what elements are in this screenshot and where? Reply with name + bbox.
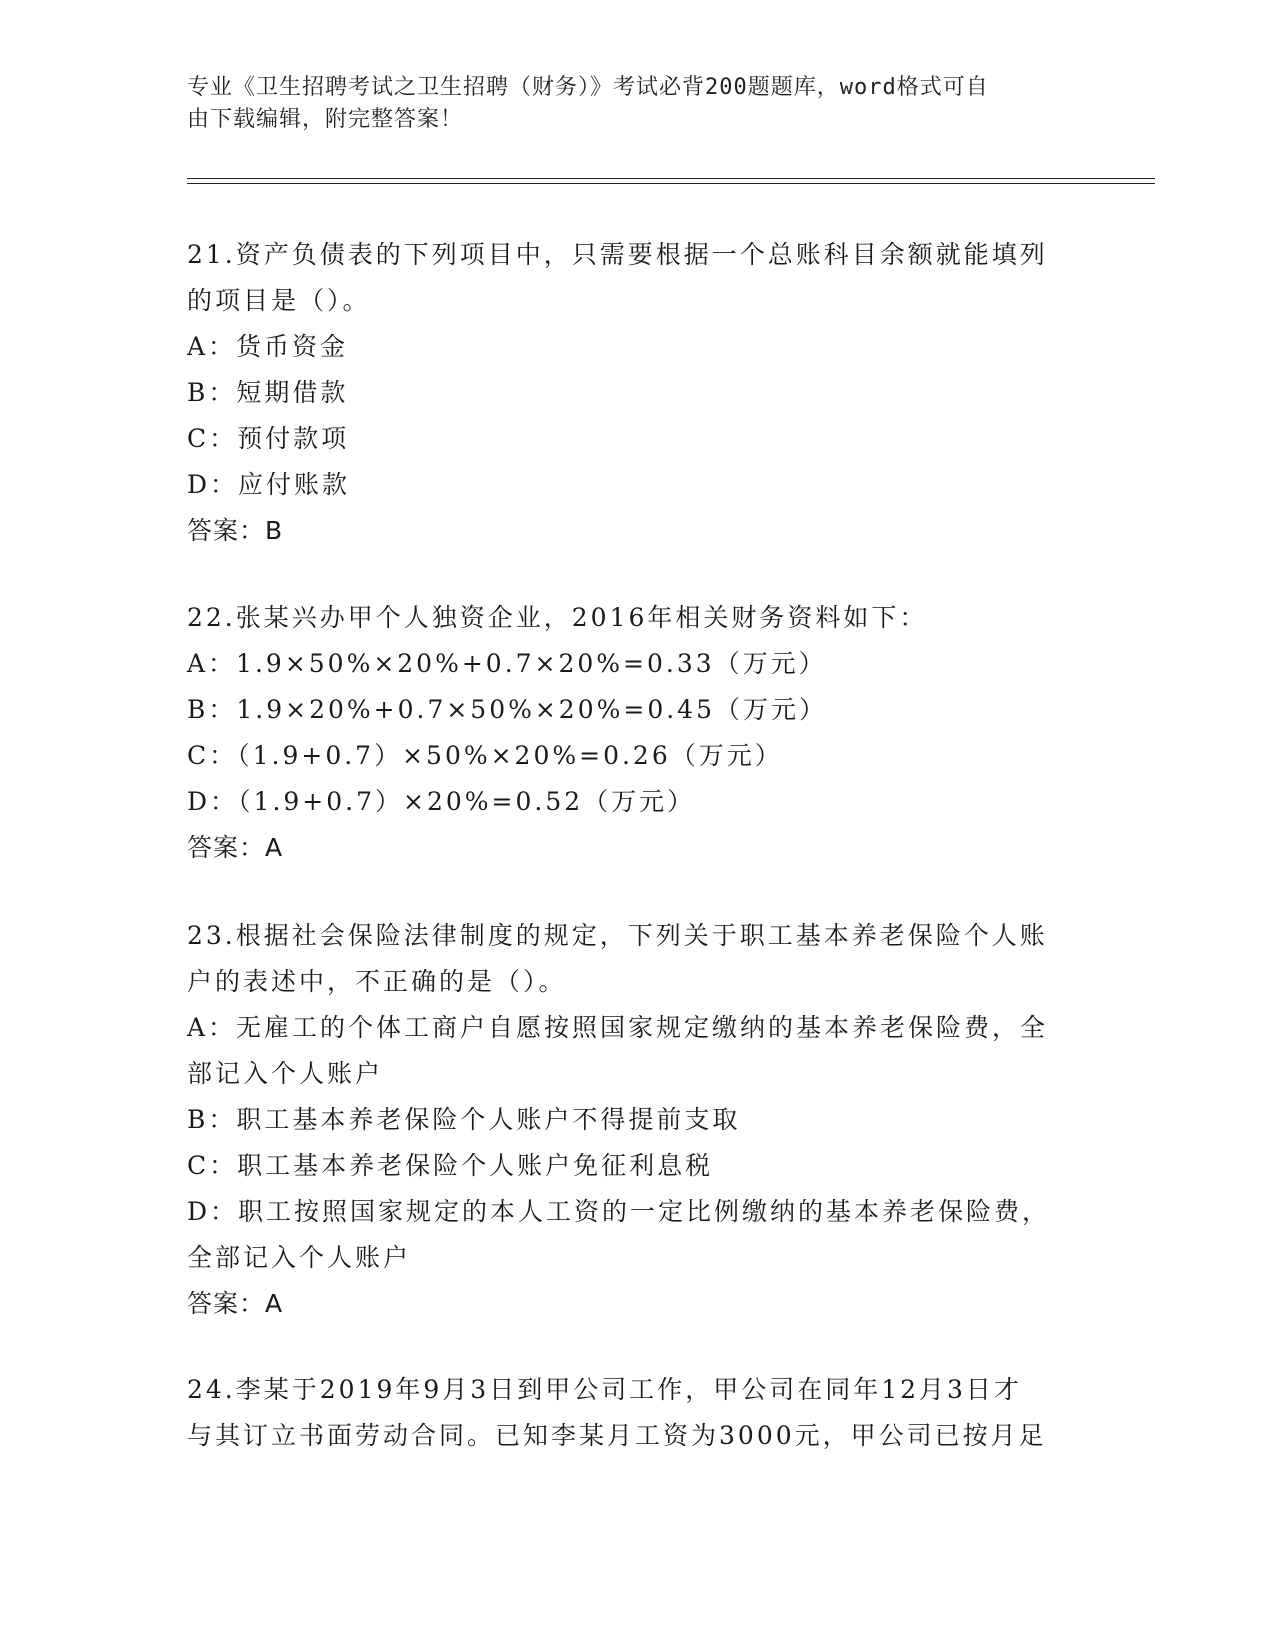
question-stem: 21.资产负债表的下列项目中，只需要根据一个总账科目余额就能填列 (187, 240, 1048, 269)
answer: 答案：A (187, 833, 284, 862)
option-c: C：预付款项 (187, 424, 350, 453)
option-c: C：（1.9+0.7）×50%×20%=0.26（万元） (187, 741, 783, 770)
option-a: A：1.9×50%×20%+0.7×20%=0.33（万元） (187, 649, 827, 678)
question-23 (187, 913, 1087, 1327)
question-24 (187, 1367, 1087, 1459)
question-22 (187, 595, 1087, 871)
header-line-1: 专业《卫生招聘考试之卫生招聘（财务）》考试必背200题题库，word格式可自 (187, 75, 989, 100)
question-stem: 与其订立书面劳动合同。已知李某月工资为3000元，甲公司已按月足 (187, 1421, 1047, 1450)
answer: 答案：A (187, 1289, 284, 1318)
option-a: A：货币资金 (187, 332, 349, 361)
option-b: B：1.9×20%+0.7×50%×20%=0.45（万元） (187, 695, 827, 724)
option-d: D：应付账款 (187, 470, 351, 499)
option-a: A：无雇工的个体工商户自愿按照国家规定缴纳的基本养老保险费，全 (187, 1013, 1049, 1042)
header-divider-top (187, 178, 1155, 179)
header-divider-bottom (187, 183, 1155, 184)
option-d-continued: 全部记入个人账户 (187, 1243, 412, 1272)
question-stem: 户的表述中，不正确的是（）。 (187, 967, 567, 996)
option-b: B：职工基本养老保险个人账户不得提前支取 (187, 1105, 741, 1134)
option-d: D：职工按照国家规定的本人工资的一定比例缴纳的基本养老保险费， (187, 1197, 1051, 1226)
question-stem: 24.李某于2019年9月3日到甲公司工作，甲公司在同年12月3日才 (187, 1375, 1022, 1404)
option-b: B：短期借款 (187, 378, 349, 407)
question-21 (187, 232, 1087, 554)
header-line-2: 由下载编辑，附完整答案！ (187, 107, 464, 132)
question-stem: 的项目是（）。 (187, 286, 371, 315)
option-d: D：（1.9+0.7）×20%=0.52（万元） (187, 787, 696, 816)
document-header (187, 72, 1067, 136)
answer: 答案：B (187, 516, 284, 545)
question-stem: 22.张某兴办甲个人独资企业，2016年相关财务资料如下： (187, 603, 928, 632)
question-stem: 23.根据社会保险法律制度的规定，下列关于职工基本养老保险个人账 (187, 921, 1048, 950)
option-c: C：职工基本养老保险个人账户免征利息税 (187, 1151, 714, 1180)
option-a-continued: 部记入个人账户 (187, 1059, 384, 1088)
